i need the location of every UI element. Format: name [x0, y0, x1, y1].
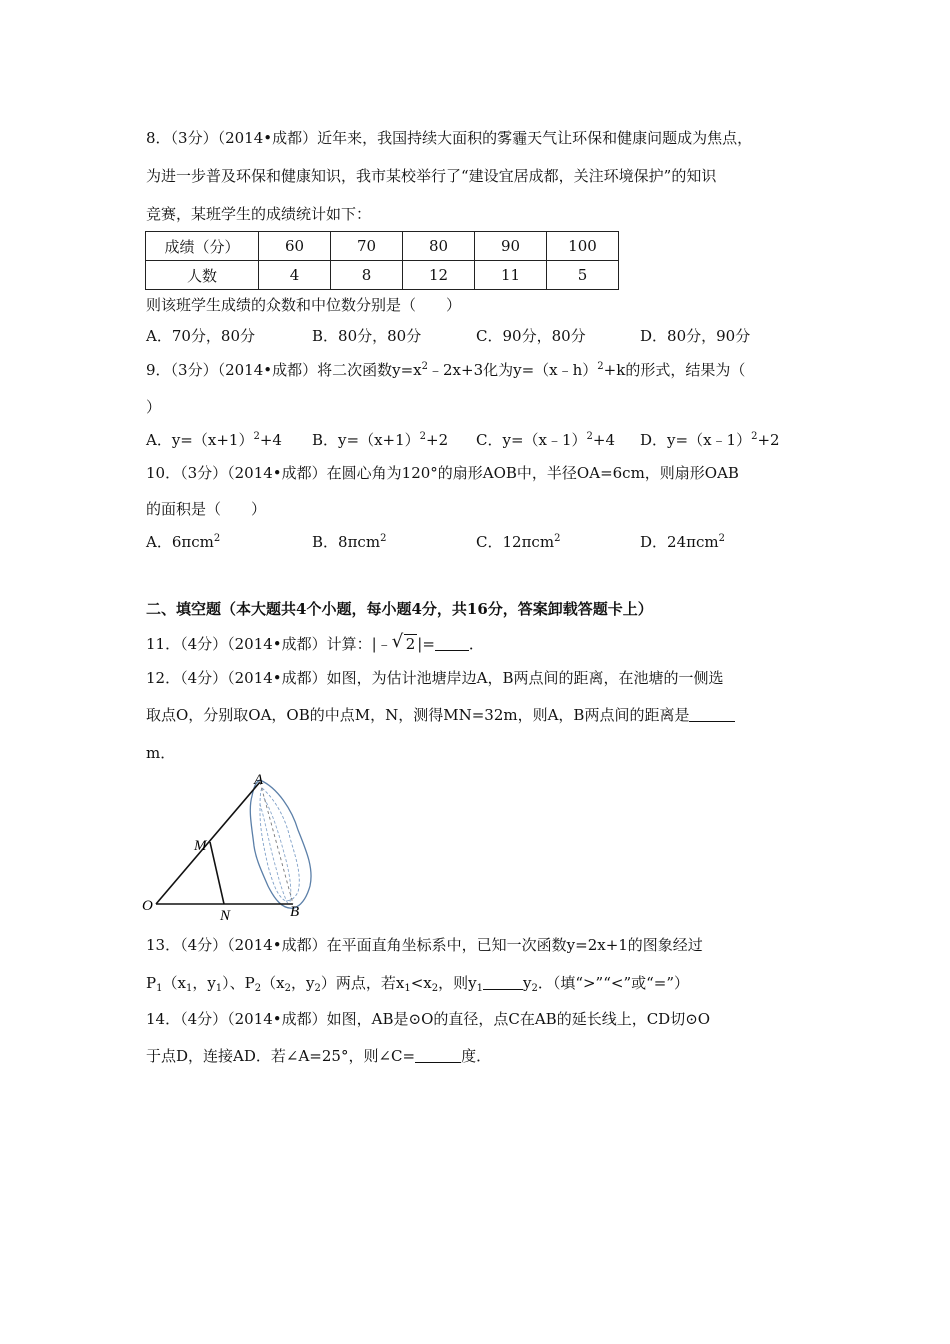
q13-subscript: 2: [531, 983, 538, 994]
q12-line2: [146, 705, 735, 725]
q13-subscript: 2: [314, 983, 321, 994]
q9-option-d: [640, 430, 780, 450]
option-text: B．8πcm: [312, 533, 381, 551]
answer-blank: [689, 707, 735, 722]
q14-text: 度．: [461, 1047, 492, 1065]
option-text: C．12πcm: [476, 533, 555, 551]
q9-text: +k的形式，结果为（: [603, 361, 746, 379]
q13-text: （x: [261, 974, 285, 992]
table-cell: 80: [403, 232, 475, 261]
q12-line3: m．: [146, 744, 176, 762]
option-exponent: 2: [718, 533, 725, 544]
pond-outline: [250, 780, 311, 908]
q13-subscript: 1: [215, 983, 223, 994]
q8-option-d: D．80分，90分: [640, 327, 751, 345]
answer-blank: [483, 975, 523, 990]
q13-text: ．（填“>”“<”或“=”）: [537, 974, 690, 992]
q13-line2: [146, 973, 689, 993]
option-text: D．y=（x﹣1）: [640, 431, 752, 449]
option-exponent: 2: [751, 431, 758, 442]
option-exponent: 2: [554, 533, 561, 544]
q8-option-b: B．80分，80分: [312, 327, 422, 345]
q13-subscript: 1: [156, 983, 163, 994]
q9-option-b: [312, 430, 448, 450]
q9-line2: ）: [146, 398, 162, 416]
table-cell: 100: [547, 232, 619, 261]
q11-text: ．: [468, 635, 484, 653]
q13-line1: 13．（4分）（2014•成都）在平面直角坐标系中，已知一次函数y=2x+1的图象经过: [146, 936, 703, 954]
table-cell: 4: [259, 261, 331, 290]
option-text: +2: [426, 431, 449, 449]
q12-line1: 12．（4分）（2014•成都）如图，为估计池塘岸边A，B两点间的距离，在池塘的一侧选: [146, 669, 724, 687]
table-cell: 人数: [146, 261, 259, 290]
option-text: +4: [592, 431, 616, 449]
q13-text: ）两点，若x: [320, 974, 405, 992]
option-text: D．24πcm: [640, 533, 719, 551]
label-n: N: [220, 908, 231, 924]
radical-sign: √: [391, 631, 404, 652]
q11-text: 11．（4分）（2014•成都）计算：|﹣: [146, 635, 392, 653]
q10-option-c: [476, 532, 560, 552]
segment-ab: [260, 782, 293, 904]
segment-oa: [156, 782, 260, 904]
sqrt-expression: [391, 631, 418, 654]
table-cell: 8: [331, 261, 403, 290]
answer-blank: [415, 1048, 461, 1063]
q13-text: y: [522, 974, 532, 992]
q10-option-a: [146, 532, 220, 552]
q10-line2: 的面积是（ ）: [146, 500, 267, 518]
radicand: 2: [405, 635, 416, 653]
table-row: [146, 232, 619, 261]
option-text: A．y=（x+1）: [146, 431, 254, 449]
score-table: [145, 231, 619, 290]
answer-blank: [435, 636, 469, 651]
option-exponent: 2: [419, 431, 427, 442]
q10-line1: 10．（3分）（2014•成都）在圆心角为120°的扇形AOB中，半径OA=6cm，则扇形OAB: [146, 464, 739, 482]
q13-text: ，y: [290, 974, 315, 992]
section-title: 二、填空题（本大题共4个小题，每小题4分，共16分，答案卸载答题卡上）: [146, 600, 653, 618]
q8-option-c: C．90分，80分: [476, 327, 586, 345]
label-a: A: [254, 772, 264, 788]
q13-text: ）、P: [222, 974, 255, 992]
q13-text: （x: [162, 974, 186, 992]
option-text: +2: [757, 431, 780, 449]
q8-line3: 竞赛，某班学生的成绩统计如下：: [146, 205, 372, 223]
q13-subscript: 1: [185, 983, 193, 994]
q14-line1: 14．（4分）（2014•成都）如图，AB是⊙O的直径，点C在AB的延长线上，CD切⊙O: [146, 1010, 711, 1028]
option-text: +4: [259, 431, 282, 449]
q8-line2: 为进一步普及环保和健康知识，我市某校举行了“建设宜居成都，关注环境保护”的知识: [146, 167, 717, 185]
q13-subscript: 1: [476, 983, 483, 994]
q9-exponent: 2: [421, 361, 428, 372]
q13-text: P: [146, 974, 157, 992]
q11-text: |=: [417, 635, 435, 653]
q9-text: ﹣2x+3化为y=（x﹣h）: [428, 361, 598, 379]
q9-exponent: 2: [597, 361, 604, 372]
q14-line2: [146, 1046, 491, 1066]
q9-text: 9．（3分）（2014•成都）将二次函数y=x: [146, 361, 422, 379]
q11-line: [146, 631, 484, 654]
table-row: [146, 261, 619, 290]
q10-option-b: [312, 532, 386, 552]
table-cell: 70: [331, 232, 403, 261]
option-text: B．y=（x+1）: [312, 431, 420, 449]
label-m: M: [194, 838, 207, 854]
option-exponent: 2: [380, 533, 387, 544]
table-cell: 成绩（分）: [146, 232, 259, 261]
q13-text: ，则y: [438, 974, 477, 992]
label-b: B: [290, 904, 300, 920]
q14-text: 于点D，连接AD．若∠A=25°，则∠C=: [146, 1047, 416, 1065]
table-cell: 60: [259, 232, 331, 261]
q9-line1: [146, 360, 745, 380]
option-exponent: 2: [586, 431, 593, 442]
segment-mn: [210, 842, 224, 904]
q13-subscript: 1: [404, 983, 411, 994]
q13-subscript: 2: [284, 983, 291, 994]
table-cell: 90: [475, 232, 547, 261]
option-exponent: 2: [213, 533, 221, 544]
table-cell: 12: [403, 261, 475, 290]
option-exponent: 2: [253, 431, 260, 442]
q12-text: 取点O，分别取OA，OB的中点M，N，测得MN=32m，则A，B两点间的距离是: [146, 706, 690, 724]
q13-text: <x: [410, 974, 432, 992]
q8-option-a: A．70分，80分: [146, 327, 256, 345]
q10-option-d: [640, 532, 725, 552]
q13-subscript: 2: [254, 983, 262, 994]
option-text: C．y=（x﹣1）: [476, 431, 587, 449]
option-text: A．6πcm: [146, 533, 214, 551]
q9-option-a: [146, 430, 282, 450]
q8-line1: 8．（3分）（2014•成都）近年来，我国持续大面积的雾霾天气让环保和健康问题成为焦点，: [146, 129, 753, 147]
q8-question: 则该班学生成绩的众数和中位数分别是（ ）: [146, 296, 462, 314]
table-cell: 5: [547, 261, 619, 290]
label-o: O: [142, 898, 153, 914]
pond-figure: [138, 768, 318, 928]
q9-option-c: [476, 430, 615, 450]
table-cell: 11: [475, 261, 547, 290]
q13-subscript: 2: [431, 983, 439, 994]
q13-text: ，y: [192, 974, 216, 992]
